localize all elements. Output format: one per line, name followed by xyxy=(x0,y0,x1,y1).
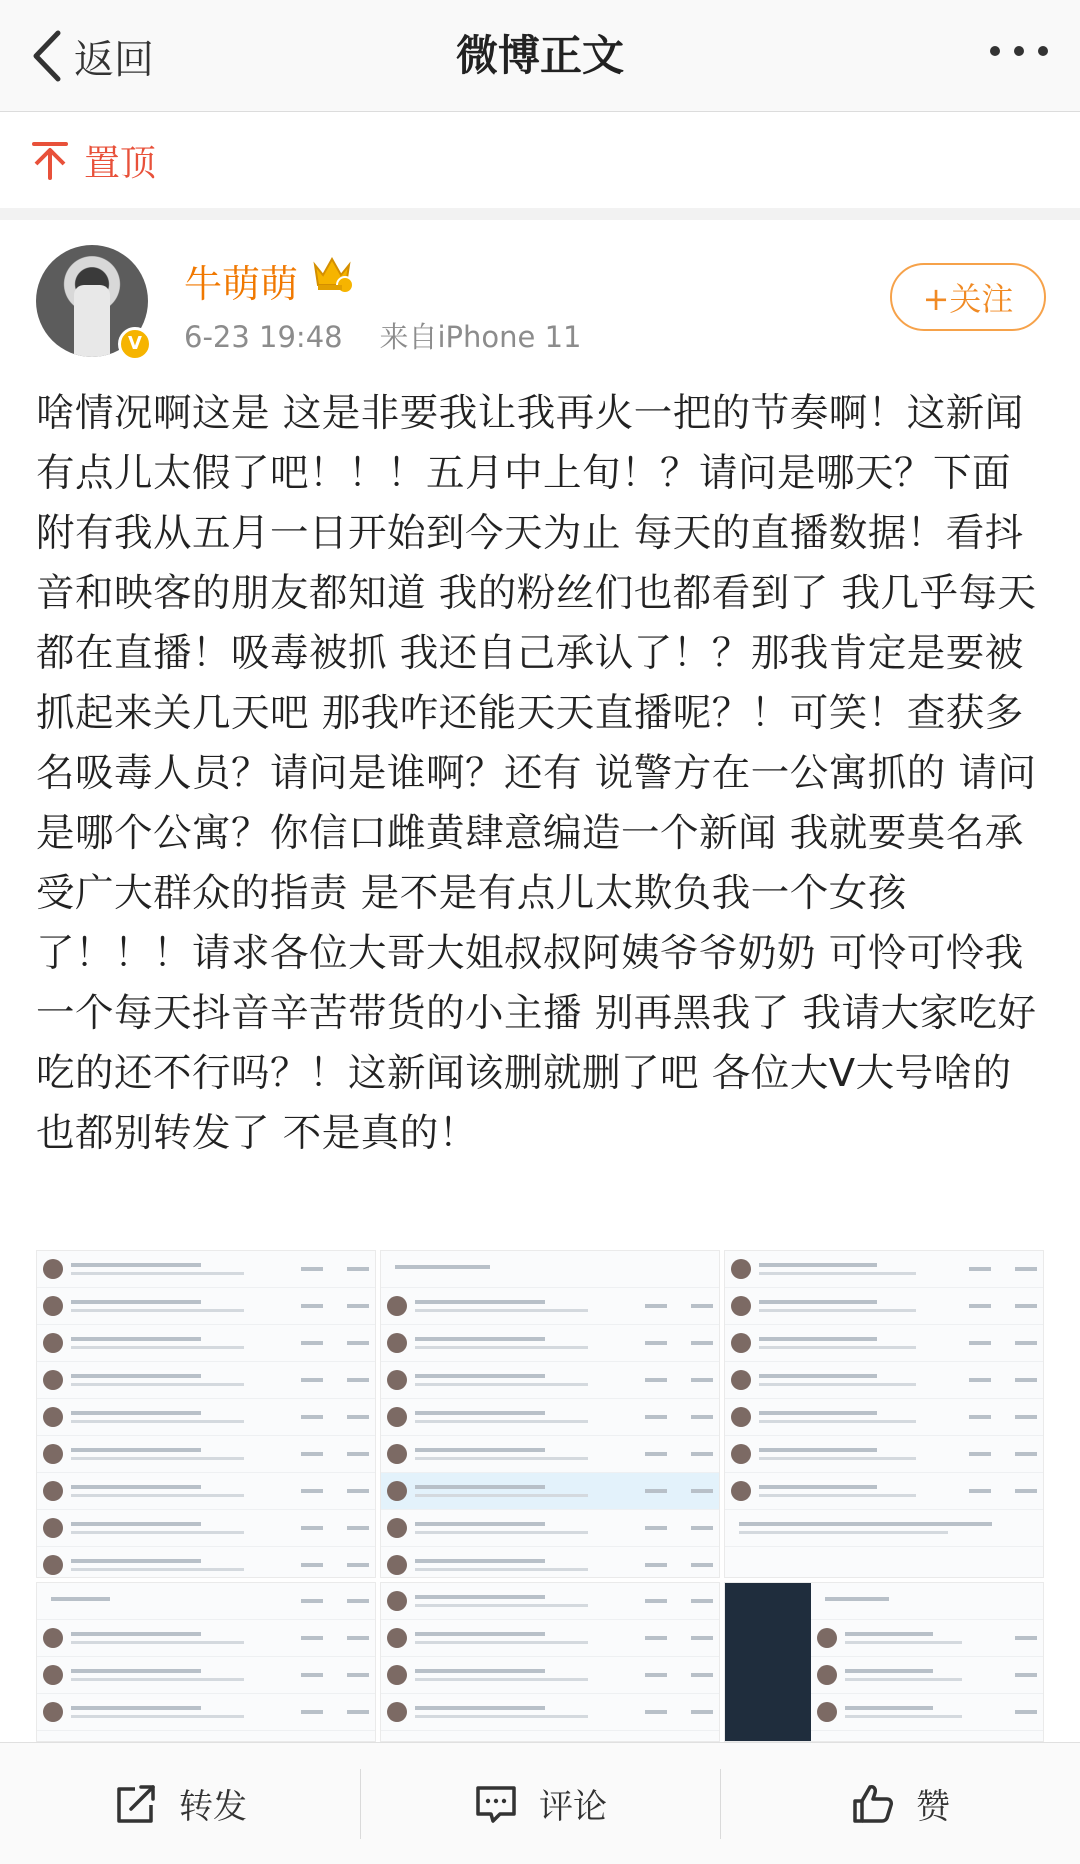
post-image-6[interactable] xyxy=(724,1582,1044,1742)
post-image-1[interactable] xyxy=(36,1250,376,1578)
action-bar xyxy=(0,1742,1080,1864)
thumbs-up-icon xyxy=(850,1781,896,1827)
repost-icon xyxy=(113,1781,159,1827)
post-timestamp: 6-23 19:48 xyxy=(184,320,343,354)
back-label: 返回 xyxy=(74,36,154,83)
page-title: 微博正文 xyxy=(455,31,624,80)
verified-badge-icon: V xyxy=(118,327,152,361)
post-meta xyxy=(184,315,582,356)
author-header xyxy=(36,245,1046,365)
more-dots-icon[interactable] xyxy=(990,46,1048,56)
top-navbar xyxy=(0,0,1080,112)
image-grid xyxy=(36,1250,1044,1742)
post-text: 啥情况啊这是 这是非要我让我再火一把的节奏啊！这新闻有点儿太假了吧！！！五月中上旬！？请问是哪天？下面附有我从五月一日开始到今天为止 每天的直播数据！看抖音和映客的朋友都知道 我的粉丝们也都看到了 我几乎每天都在直播！吸毒被抓 我还自己承认了！？那我肯定是要被抓起来关几天吧 那我咋还能天天直播呢？！可笑！查获多名吸毒人员？请问是谁啊？还有 说警方在一公寓抓的 请问是哪个公寓？你信口雌黄肆意编造一个新闻 我就要莫名承受广大群众的指责 是不是有点儿太欺负我一个女孩了！！！请求各位大哥大姐叔叔阿姨爷爷奶奶 可怜可怜我一个每天抖音辛苦带货的小主播 别再黑我了 我请大家吃好吃的还不行吗？！这新闻该删就删了吧 各位大V大号啥的也都别转发了 不是真的！ xyxy=(36,391,1037,1156)
follow-button[interactable]: +关注 xyxy=(890,263,1046,331)
comment-button[interactable] xyxy=(360,1743,720,1864)
pin-top-icon xyxy=(30,140,70,180)
post-image-5[interactable] xyxy=(380,1582,720,1742)
post-image-2[interactable] xyxy=(380,1250,720,1578)
repost-label: 转发 xyxy=(179,1787,247,1827)
comment-label: 评论 xyxy=(539,1787,607,1827)
author-name[interactable]: 牛萌萌 xyxy=(184,262,299,306)
pinned-label: 置顶 xyxy=(84,142,157,184)
post-source: 来自iPhone 11 xyxy=(379,320,582,354)
post-image-3[interactable] xyxy=(724,1250,1044,1578)
like-button[interactable] xyxy=(720,1743,1080,1864)
crown-member-icon xyxy=(311,255,353,293)
post-image-4[interactable] xyxy=(36,1582,376,1742)
repost-button[interactable] xyxy=(0,1743,360,1864)
section-divider xyxy=(0,208,1080,220)
comment-icon xyxy=(473,1781,519,1827)
pinned-bar xyxy=(0,112,1080,208)
like-label: 赞 xyxy=(916,1787,950,1827)
